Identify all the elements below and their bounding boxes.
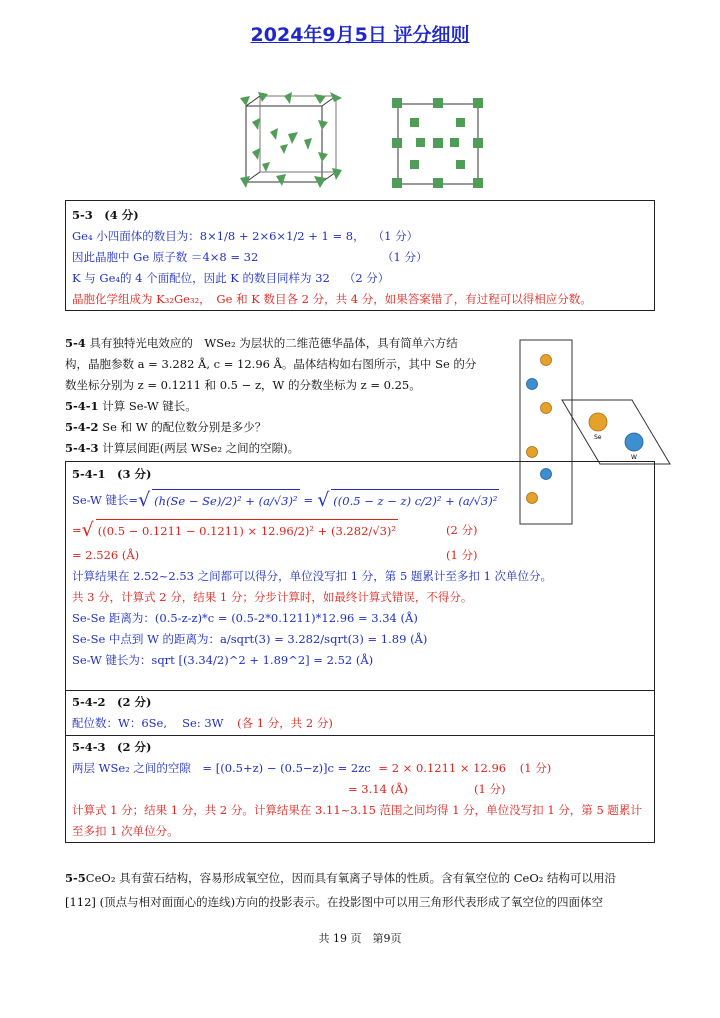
note-scoring: 共 3 分，计算式 2 分，结果 1 分；分步计算时，如最终计算式错误，不得分。 xyxy=(72,590,473,604)
box-5-4-3 xyxy=(65,735,655,843)
box-5-3-note: 晶胞化学组成为 K₃₂Ge₃₂， Ge 和 K 数目各 2 分，共 4 分，如果答案错了，有过程可以得相应分数。 xyxy=(72,292,592,306)
unit-cell-top xyxy=(562,400,670,464)
se-atom-legend xyxy=(589,413,607,431)
question-5-4: 5-4 具有独特光电效应的 WSe₂ 为层状的二维范德华晶体，具有简单六方结 构，晶胞参数 a = 3.282 Å, c = 12.96 Å。晶体结构如右图所示，其中 Se 的分 数坐标分别为 z = 0.1211 和 0.5 − z，W 的分数坐标为 z = 0.25。 5-4-1 计算 Se-W 键长。 5-4-2 Se 和 W 的配位数分别是多少？ 5-4-3 计算层间距(两层 WSe₂ 之间的空隙)。 xyxy=(65,336,477,455)
question-5-5: 5-5CeO₂ 具有萤石结构，容易形成氧空位，因而具有氧离子导体的性质。含有氧空位的 CeO₂ 结构可以用沿 [112] (顶点与相对面面心的连线)方向的投影表示。在投影图中可以用三角形代表形成了氧空位的四面体空 xyxy=(65,871,617,909)
note-range: 计算结果在 2.52~2.53 之间都可以得分，单位没写扣 1 分，第 5 题累计至多扣 1 次单位分。 xyxy=(72,569,553,583)
alt-step-1: Se-Se 距离为：(0.5-z-z)*c = (0.5-2*0.1211)*12.96 = 3.34 (Å) xyxy=(72,611,418,625)
box-5-3-line-2: 因此晶胞中 Ge 原子数 ＝4×8 = 32 （1 分） xyxy=(72,250,428,264)
alt-step-3: Se-W 键长为：sqrt [(3.34/2)^2 + 1.89^2] = 2.52 (Å) xyxy=(72,653,374,667)
box-5-3-line-1: Ge₄ 小四面体的数目为：8×1/8 + 2×6×1/2 + 1 = 8， （1 分） xyxy=(72,229,419,243)
box-5-4-1-header: 5-4-1 (3 分) xyxy=(72,467,152,481)
se-atom xyxy=(541,355,552,366)
box-5-4-3-header: 5-4-3 (2 分) xyxy=(72,740,152,754)
box-5-4-3-line-1: 两层 WSe₂ 之间的空隙 = [(0.5+z) − (0.5−z)]c = 2zc = 2 × 0.1211 × 12.96 (1 分) xyxy=(72,761,552,775)
w-atom xyxy=(527,379,538,390)
se-atom xyxy=(527,447,538,458)
ge4-cell-figure xyxy=(230,92,500,192)
box-5-4-3-line-2: = 3.14 (Å) (1 分) xyxy=(348,782,506,796)
box-5-3 xyxy=(65,200,655,311)
formula-general: Se-W 键长= √ (h(Se − Se)/2)² + (a/√3)² = √ ((0.5 − z − z) c/2)² + (a/√3)² xyxy=(72,488,498,511)
box-5-4-2-answer: 配位数：W：6Se, Se: 3W (各 1 分，共 2 分) xyxy=(72,716,333,730)
page-title: 2024年9月5日 评分细则 xyxy=(250,24,470,46)
page-footer: 共 19 页 第9页 xyxy=(318,932,402,945)
box-5-4-1 xyxy=(65,461,655,691)
w-atom-legend xyxy=(625,433,643,451)
w-legend-label: W xyxy=(631,454,637,461)
box-5-3-line-3: K 与 Ge₄的 4 个面配位，因此 K 的数目同样为 32 （2 分） xyxy=(72,271,390,285)
se-atom xyxy=(541,403,552,414)
formula-numeric: = √ ((0.5 − 0.1211 − 0.1211) × 12.96/2)² + (3.282/√3)² (2 分) xyxy=(72,518,478,541)
box-5-4-2-header: 5-4-2 (2 分) xyxy=(72,695,152,709)
alt-step-2: Se-Se 中点到 W 的距离为：a/sqrt(3) = 3.282/sqrt(3) = 1.89 (Å) xyxy=(72,632,428,646)
ge4-projection xyxy=(392,98,483,188)
box-5-4-3-note: 计算式 1 分；结果 1 分，共 2 分。计算结果在 3.11~3.15 范围之间均得 1 分，单位没写扣 1 分，第 5 题累计至多扣 1 次单位分。 xyxy=(72,803,642,838)
se-legend-label: Se xyxy=(594,434,602,441)
formula-result: = 2.526 (Å) (1 分) xyxy=(72,548,478,562)
box-5-3-header: 5-3 (4 分) xyxy=(72,208,139,222)
box-5-4-2 xyxy=(65,690,655,736)
